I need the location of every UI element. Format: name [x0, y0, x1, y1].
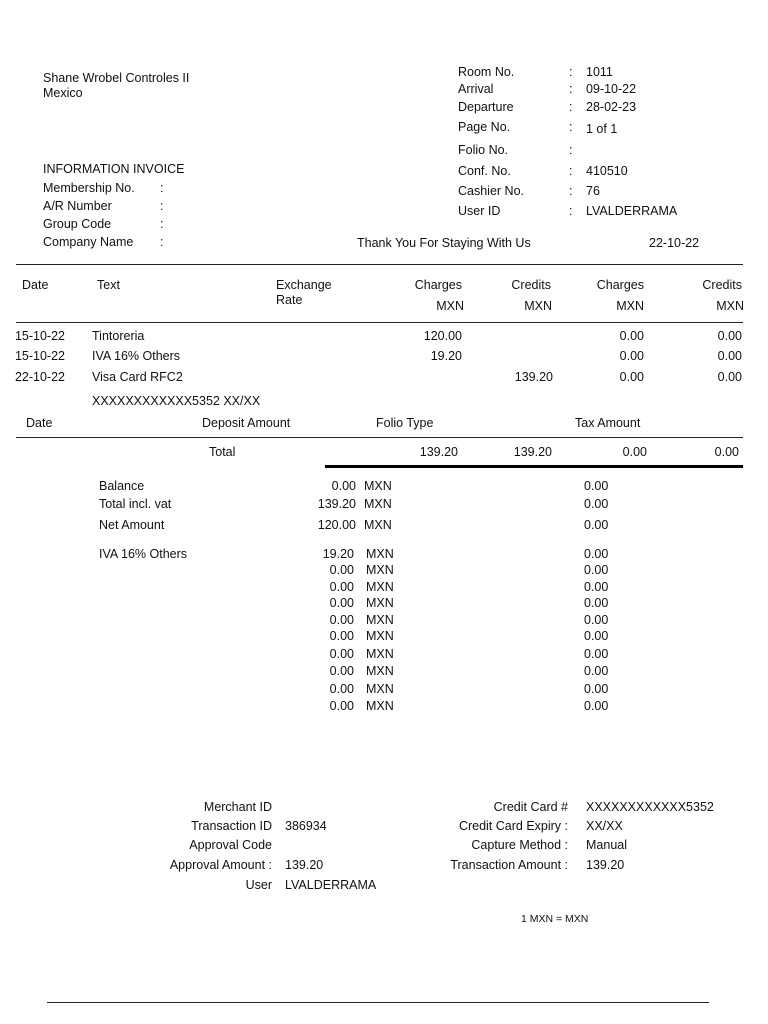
header-divider	[16, 264, 743, 265]
total-charges-2: 0.00	[622, 445, 647, 459]
payment-label: Transaction Amount :	[450, 858, 568, 872]
info-colon: :	[569, 164, 573, 178]
row-charges-2: 0.00	[619, 329, 644, 343]
tax-value: 0.00	[584, 629, 609, 643]
summary-amount: 139.20	[317, 497, 356, 511]
payment-label: Merchant ID	[203, 800, 272, 814]
tax-currency: MXN	[366, 629, 394, 643]
info-colon: :	[569, 82, 573, 96]
tax-amount: 0.00	[329, 613, 354, 627]
tax-value: 0.00	[584, 647, 609, 661]
tax-currency: MXN	[366, 596, 394, 610]
account-label: Company Name	[43, 235, 134, 249]
payment-label: Transaction ID	[191, 819, 272, 833]
col-charges-currency: MXN	[436, 299, 464, 313]
summary-currency: MXN	[364, 497, 392, 511]
summary-label: Net Amount	[99, 518, 165, 532]
tax-amount: 0.00	[329, 647, 354, 661]
payment-value: Manual	[586, 838, 627, 852]
tax-amount: 0.00	[329, 596, 354, 610]
total-label: Total	[209, 445, 236, 459]
account-label: A/R Number	[43, 199, 112, 213]
col-credits-2-currency: MXN	[716, 299, 744, 313]
info-value: 1 of 1	[586, 122, 618, 136]
tax-currency: MXN	[366, 580, 394, 594]
col-exchange: Exchange	[276, 278, 332, 292]
tax-value: 0.00	[584, 580, 609, 594]
tax-value: 0.00	[584, 699, 609, 713]
payment-label: Credit Card Expiry :	[458, 819, 568, 833]
info-label: Page No.	[458, 120, 511, 134]
info-label: Arrival	[458, 82, 494, 96]
account-colon: :	[160, 217, 164, 231]
deposit-col-amount: Deposit Amount	[202, 416, 291, 430]
tax-label: IVA 16% Others	[99, 547, 188, 561]
payment-value: XXXXXXXXXXXX5352	[586, 800, 714, 814]
info-colon: :	[569, 143, 573, 157]
summary-currency: MXN	[364, 518, 392, 532]
tax-amount: 0.00	[329, 682, 354, 696]
row-date: 15-10-22	[14, 349, 65, 363]
total-credits: 139.20	[513, 445, 552, 459]
tax-value: 0.00	[584, 563, 609, 577]
info-colon: :	[569, 100, 573, 114]
tax-currency: MXN	[366, 647, 394, 661]
row-text: IVA 16% Others	[92, 349, 181, 363]
tax-amount: 19.20	[322, 547, 354, 561]
account-colon: :	[160, 235, 164, 249]
info-colon: :	[569, 65, 573, 79]
info-colon: :	[569, 184, 573, 198]
tax-currency: MXN	[366, 613, 394, 627]
tax-currency: MXN	[366, 664, 394, 678]
info-colon: :	[569, 204, 573, 218]
payment-value: XX/XX	[586, 819, 623, 833]
info-value: 76	[586, 184, 600, 198]
total-credits-2: 0.00	[714, 445, 739, 459]
info-value: 09-10-22	[586, 82, 637, 96]
payment-value: LVALDERRAMA	[285, 878, 377, 892]
tax-currency: MXN	[366, 563, 394, 577]
deposit-col-tax: Tax Amount	[575, 416, 641, 430]
row-credits-2: 0.00	[717, 370, 742, 384]
row-credits-2: 0.00	[717, 329, 742, 343]
col-charges-2: Charges	[596, 278, 644, 292]
col-charges-2-currency: MXN	[616, 299, 644, 313]
row-text: Visa Card RFC2	[92, 370, 183, 384]
col-text: Text	[97, 278, 120, 292]
info-label: Cashier No.	[458, 184, 524, 198]
document-title: INFORMATION INVOICE	[43, 162, 185, 176]
thank-you-note: Thank You For Staying With Us	[357, 236, 531, 250]
col-credits-2: Credits	[702, 278, 742, 292]
col-rate: Rate	[276, 293, 303, 307]
account-label: Group Code	[43, 217, 112, 231]
tax-value: 0.00	[584, 664, 609, 678]
account-colon: :	[160, 181, 164, 195]
payment-label: Credit Card #	[493, 800, 568, 814]
row-credits-2: 0.00	[717, 349, 742, 363]
row-text: Tintoreria	[92, 329, 145, 343]
payment-value: 386934	[285, 819, 327, 833]
payment-label: User	[245, 878, 272, 892]
tax-value: 0.00	[584, 547, 609, 561]
tax-currency: MXN	[366, 547, 394, 561]
summary-amount: 0.00	[331, 479, 356, 493]
summary-currency: MXN	[364, 479, 392, 493]
footer-divider	[47, 1002, 709, 1003]
account-label: Membership No.	[43, 181, 135, 195]
tax-amount: 0.00	[329, 699, 354, 713]
row-credits: 139.20	[514, 370, 553, 384]
payment-label: Approval Code	[189, 838, 272, 852]
payment-label: Capture Method :	[471, 838, 568, 852]
print-date: 22-10-22	[649, 236, 700, 250]
row-charges-2: 0.00	[619, 349, 644, 363]
summary-label: Total incl. vat	[99, 497, 172, 511]
info-value: LVALDERRAMA	[586, 204, 678, 218]
tax-value: 0.00	[584, 613, 609, 627]
tax-currency: MXN	[366, 682, 394, 696]
deposit-divider	[16, 437, 743, 438]
info-label: Departure	[458, 100, 514, 114]
table-header-divider	[16, 322, 743, 323]
summary-tax: 0.00	[584, 518, 609, 532]
info-value: 410510	[586, 164, 628, 178]
total-underline	[325, 465, 743, 468]
tax-amount: 0.00	[329, 664, 354, 678]
row-date: 15-10-22	[14, 329, 65, 343]
exchange-note: 1 MXN = MXN	[521, 913, 589, 925]
tax-value: 0.00	[584, 682, 609, 696]
info-colon: :	[569, 120, 573, 134]
payment-value: 139.20	[586, 858, 625, 872]
payment-value: 139.20	[285, 858, 324, 872]
info-label: User ID	[458, 204, 501, 218]
guest-country: Mexico	[43, 86, 83, 100]
tax-amount: 0.00	[329, 629, 354, 643]
row-charges: 19.20	[430, 349, 462, 363]
summary-tax: 0.00	[584, 497, 609, 511]
guest-name: Shane Wrobel Controles II	[43, 71, 190, 85]
deposit-col-date: Date	[26, 416, 53, 430]
info-label: Room No.	[458, 65, 515, 79]
tax-currency: MXN	[366, 699, 394, 713]
total-charges: 139.20	[419, 445, 458, 459]
row-charges: 120.00	[423, 329, 462, 343]
tax-amount: 0.00	[329, 563, 354, 577]
payment-label: Approval Amount :	[169, 858, 272, 872]
col-charges: Charges	[414, 278, 462, 292]
summary-label: Balance	[99, 479, 145, 493]
summary-amount: 120.00	[317, 518, 356, 532]
info-value: 28-02-23	[586, 100, 637, 114]
account-colon: :	[160, 199, 164, 213]
tax-value: 0.00	[584, 596, 609, 610]
row-date: 22-10-22	[14, 370, 65, 384]
col-credits-currency: MXN	[524, 299, 552, 313]
col-date: Date	[22, 278, 49, 292]
col-credits: Credits	[511, 278, 551, 292]
info-label: Conf. No.	[458, 164, 511, 178]
info-label: Folio No.	[458, 143, 509, 157]
card-number-line: XXXXXXXXXXXX5352 XX/XX	[92, 394, 261, 408]
info-value: 1011	[586, 65, 613, 79]
row-charges-2: 0.00	[619, 370, 644, 384]
deposit-col-folio-type: Folio Type	[376, 416, 434, 430]
tax-amount: 0.00	[329, 580, 354, 594]
summary-tax: 0.00	[584, 479, 609, 493]
